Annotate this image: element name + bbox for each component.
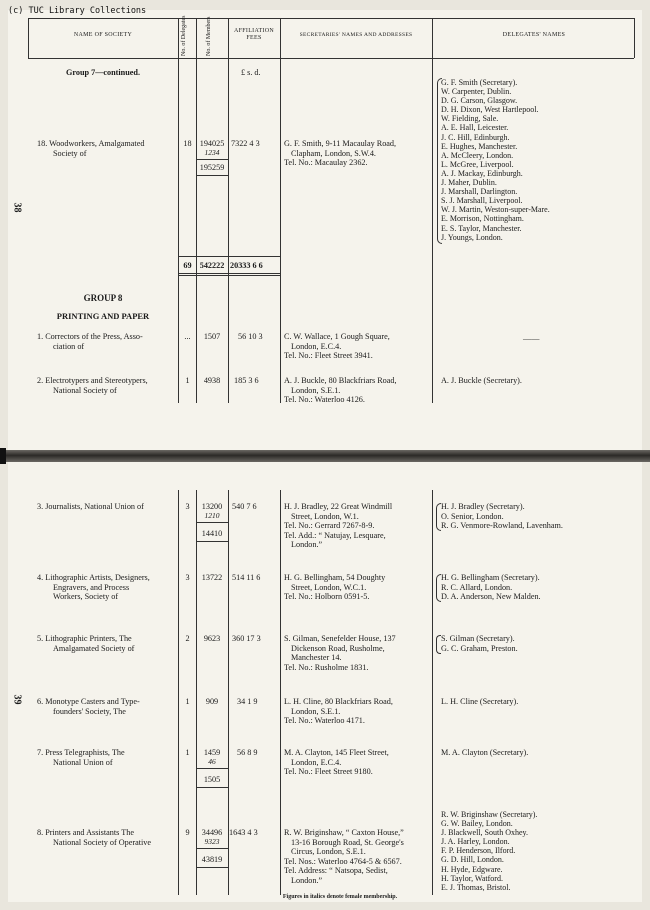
- delegates-count: 18: [183, 139, 192, 148]
- delegate-list: G. F. Smith (Secretary). W. Carpenter, Dublin. D. G. Carson, Glasgow. D. H. Dixon, West Hartlepool. W. Fielding, Sale. A. E. Hall, Leicester. J. C. Hill, Edinburgh. E. Hughes, Manchester. A. McCleery, London. L. McGree, Liverpool. A. J. Mackay, Edinburgh. J. Maher, Dublin. J. Marshall, Darlington. S. J. Marshall, Liverpool. W. J. Martin, Weston-super-Mare. E. Morrison, Nottingham. E. S. Taylor, Manchester. J. Youngs, London.: [441, 78, 550, 242]
- currency-header: £ s. d.: [241, 68, 261, 77]
- society-electrotypers: 2. Electrotypers and Stereotypers, National Society of: [37, 376, 148, 395]
- delegate-brace: [437, 78, 442, 244]
- page-number-upper: 38: [11, 202, 23, 213]
- members-count: 194025: [199, 139, 225, 148]
- total-fees: 20333 6 6: [230, 261, 263, 270]
- members-female: 1234: [204, 148, 220, 157]
- fees: 7322 4 3: [231, 139, 260, 148]
- spine-mark: [0, 448, 6, 464]
- members-total: 195259: [199, 163, 225, 172]
- total-delegates: 69: [183, 261, 192, 270]
- group7-continued: Group 7—continued.: [66, 68, 141, 77]
- header-members: No. of Members: [206, 16, 212, 56]
- header-delegates-names: DELEGATES' NAMES: [502, 32, 566, 38]
- total-members: 542222: [199, 261, 225, 270]
- header-secretaries: SECRETARIES' NAMES AND ADDRESSES: [299, 32, 413, 38]
- society-printers-assistants: 8. Printers and Assistants The National Society of Operative: [37, 828, 151, 847]
- header-top-rule: [28, 18, 634, 19]
- society-correctors: 1. Correctors of the Press, Asso- ciation of: [37, 332, 143, 351]
- footnote: Figures in italics denote female membership.: [282, 894, 398, 900]
- header-fees: AFFILIATION FEES: [234, 28, 274, 41]
- society-monotype-casters: 6. Monotype Casters and Type- founders' Society, The: [37, 697, 140, 716]
- society-lithographic-artists: 4. Lithographic Artists, Designers, Engravers, and Process Workers, Society of: [37, 573, 150, 602]
- society-journalists: 3. Journalists, National Union of: [37, 502, 144, 511]
- page-number-lower: 39: [11, 694, 23, 705]
- header-delegates: No. of Delegates: [181, 15, 187, 56]
- header-bottom-rule: [28, 58, 634, 59]
- society-press-telegraphists: 7. Press Telegraphists, The National Union of: [37, 748, 125, 767]
- book-gutter: [0, 450, 650, 462]
- group8-title: GROUP 8: [83, 293, 123, 303]
- watermark: (c) TUC Library Collections: [8, 6, 147, 16]
- society-woodworkers: 18. Woodworkers, Amalgamated Society of: [37, 139, 145, 158]
- header-society: NAME OF SOCIETY: [73, 32, 133, 38]
- society-lithographic-printers: 5. Lithographic Printers, The Amalgamated Society of: [37, 634, 135, 653]
- group8-subtitle: PRINTING AND PAPER: [56, 311, 150, 321]
- secretary-address: G. F. Smith, 9-11 Macaulay Road, Clapham, London, S.W.4. Tel. No.: Macaulay 2362.: [284, 139, 397, 168]
